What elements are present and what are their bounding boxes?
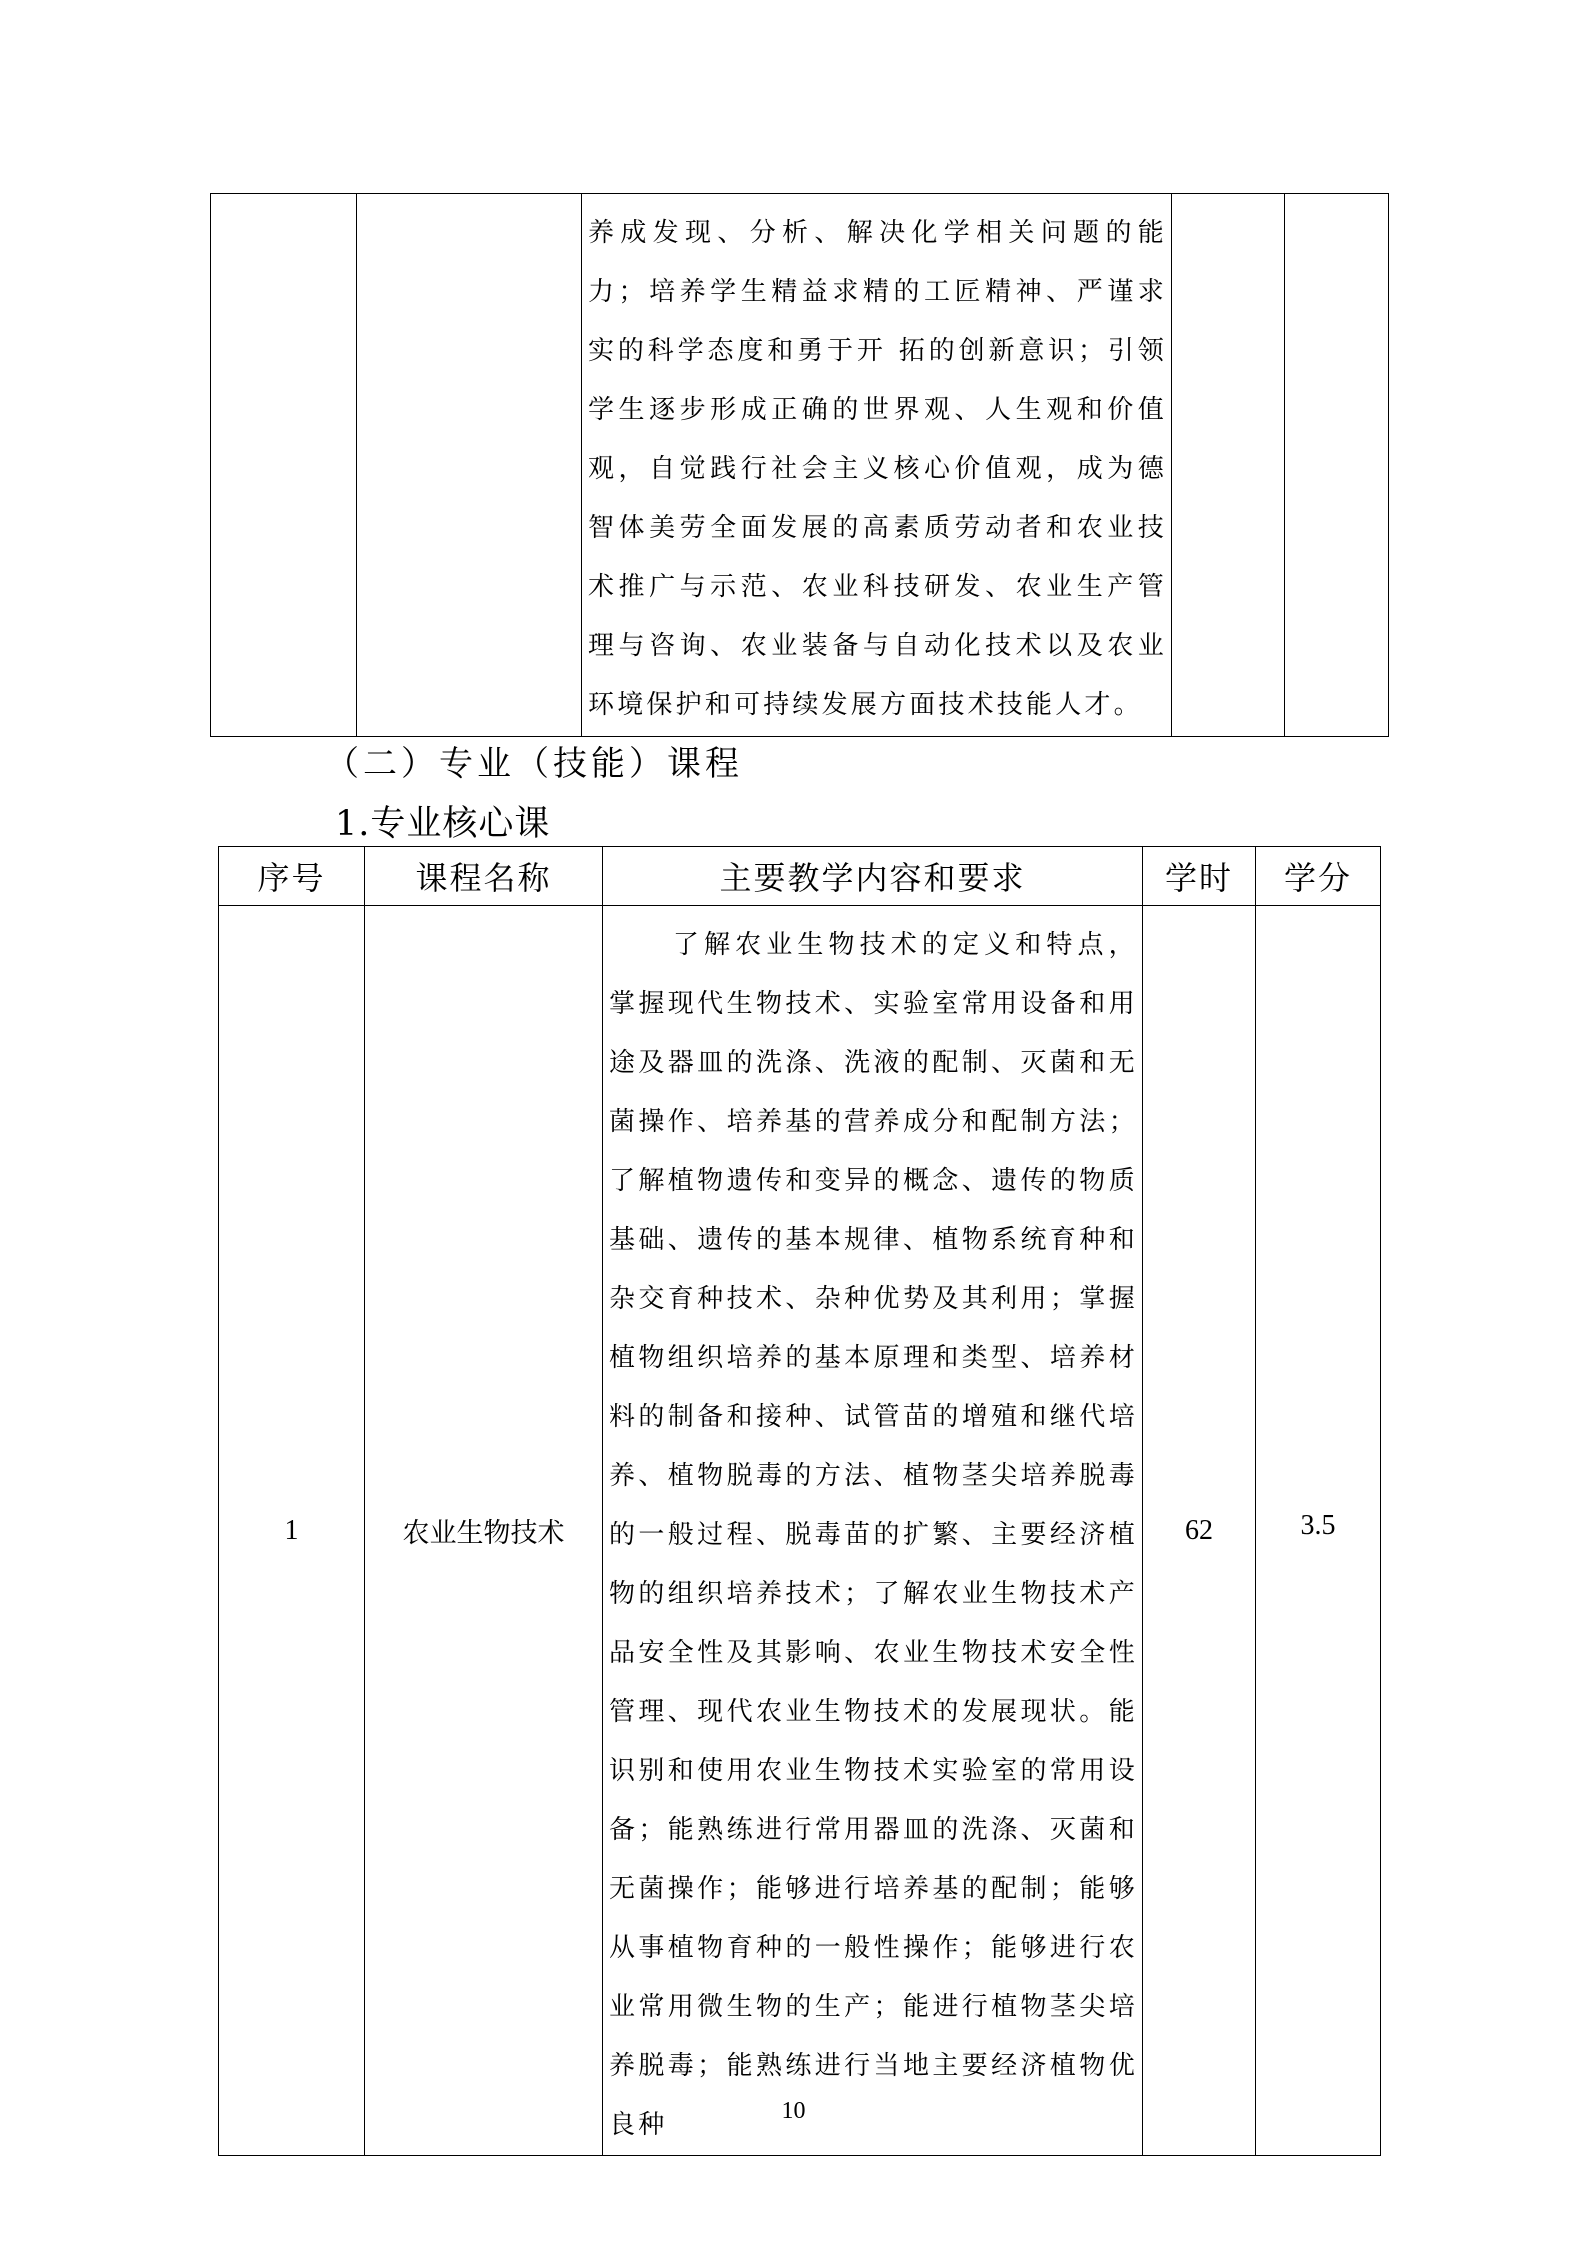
subsection-heading: 1.专业核心课: [335, 804, 551, 844]
page-number: 10: [781, 2098, 806, 2124]
row-credits: 3.5: [1256, 906, 1381, 2156]
header-index: 序号: [219, 847, 365, 906]
table-row: [211, 194, 1389, 737]
continuation-table: [210, 193, 1389, 737]
table-header-row: [219, 847, 1381, 906]
header-course-name: 课程名称: [365, 847, 603, 906]
row-hours: 62: [1143, 906, 1256, 2156]
section-heading: （二）专业（技能）课程: [325, 744, 743, 784]
empty-cell: [1172, 194, 1285, 737]
core-course-table: [218, 846, 1381, 2156]
empty-cell: [1285, 194, 1389, 737]
row-course-content: [603, 906, 1143, 2156]
row-index: 1: [219, 906, 365, 2156]
table-row: [219, 906, 1381, 2156]
header-credits: 学分: [1256, 847, 1381, 906]
empty-cell: [357, 194, 582, 737]
empty-cell: [211, 194, 357, 737]
header-content: 主要教学内容和要求: [603, 847, 1143, 906]
continuation-content-cell: 养成发现、分析、解决化学相关问题的能力；培养学生精益求精的工匠精神、严谨求实的科学态度和勇于开 拓的创新意识；引领学生逐步形成正确的世界观、人生观和价值观，自觉践行社会主义核心价值观，成为德智体美劳全面发展的高素质劳动者和农业技术推广与示范、农业科技研发、农业生产管理与咨询、农业装备与自动化技术以及农业环境保护和可持续发展方面技术技能人才。: [582, 194, 1172, 737]
row-course-name: 农业生物技术: [365, 906, 603, 2156]
row-course-content-text: 了解农业生物技术的定义和特点，掌握现代生物技术、实验室常用设备和用途及器皿的洗涤、洗液的配制、灭菌和无菌操作、培养基的营养成分和配制方法；了解植物遗传和变异的概念、遗传的物质基础、遗传的基本规律、植物系统育种和杂交育种技术、杂种优势及其利用；掌握植物组织培养的基本原理和类型、培养材料的制备和接种、试管苗的增殖和继代培养、植物脱毒的方法、植物茎尖培养脱毒的一般过程、脱毒苗的扩繁、主要经济植物的组织培养技术；了解农业生物技术产品安全性及其影响、农业生物技术安全性管理、现代农业生物技术的发展现状。能识别和使用农业生物技术实验室的常用设备；能熟练进行常用器皿的洗涤、灭菌和无菌操作；能够进行培养基的配制；能够从事植物育种的一般性操作；能够进行农业常用微生物的生产；能进行植物茎尖培养脱毒；能熟练进行当地主要经济植物优良种: [609, 930, 1138, 2140]
header-hours: 学时: [1143, 847, 1256, 906]
